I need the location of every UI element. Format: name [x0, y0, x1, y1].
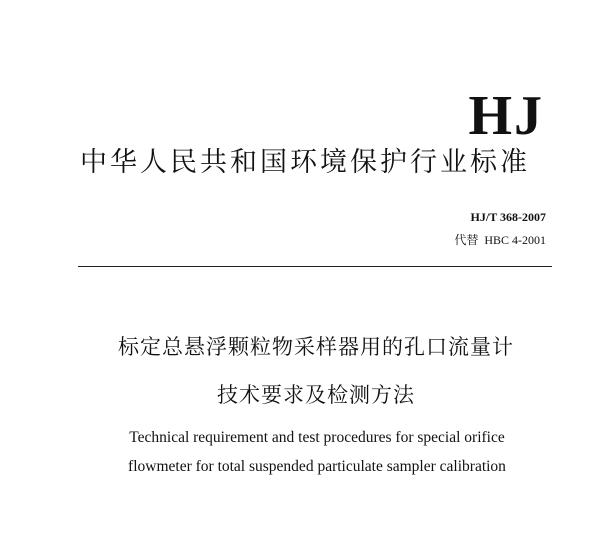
chinese-title-line-1: 标定总悬浮颗粒物采样器用的孔口流量计	[118, 335, 514, 359]
english-title-line-1: Technical requirement and test procedures for special orifice	[129, 429, 505, 446]
chinese-title-line-2: 技术要求及检测方法	[217, 383, 415, 407]
replaces-line	[454, 232, 546, 248]
replaces-prefix: 代替	[454, 233, 479, 247]
standard-number-text: HJ/T 368-2007	[470, 210, 546, 224]
replaces-number: HBC 4-2001	[484, 233, 546, 247]
standard-number	[471, 209, 546, 225]
hj-logo: HJ	[468, 85, 544, 147]
issuing-organization-title: 中华人民共和国环境保护行业标准	[80, 147, 530, 178]
header-divider	[78, 266, 552, 267]
english-title-line-2: flowmeter for total suspended particulate sampler calibration	[128, 458, 506, 475]
